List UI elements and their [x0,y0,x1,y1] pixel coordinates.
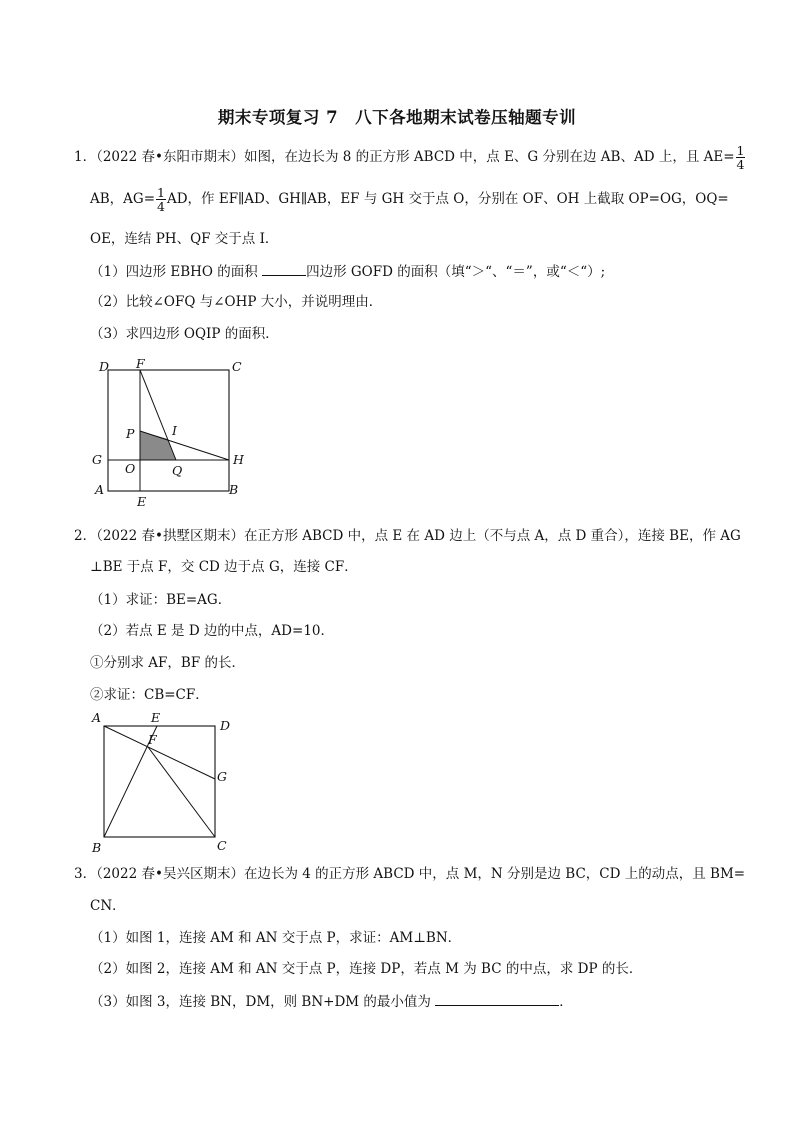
q1-line1 [74,143,745,172]
q1-label-e: E [137,494,147,509]
q2-label-f: F [148,732,157,747]
q1-label-i: I [172,423,177,438]
q2-line-cf [148,747,215,837]
q1-label-h: H [233,452,244,467]
q2-part2: （2）若点 E 是 D 边的中点，AD=10． [90,623,334,639]
q1-label-g: G [92,452,102,467]
q1-part2: （2）比较∠OFQ 与∠OHP 大小，并说明理由． [90,294,383,310]
q1-label-a: A [95,482,105,497]
q1-label-d: D [99,359,110,374]
q2-figure [84,710,244,858]
page-title: 期末专项复习 7 八下各地期末试卷压轴题专训 [217,108,577,127]
q3-part2: （2）如图 2，连接 AM 和 AN 交于点 P，连接 DP，若点 M 为 BC 的中点，求 DP 的长． [90,961,643,977]
q1-line2 [90,186,732,213]
q3-line2: CN． [90,898,126,914]
q1-label-p: P [126,426,135,441]
q1-label-c: C [232,359,242,374]
q2-part1: （1）求证：BE=AG． [90,592,232,608]
q3-part3 [90,991,732,1012]
q3-line1: 3．（2022 春•吴兴区期末）在边长为 4 的正方形 ABCD 中，点 M，N 分别是边 BC，CD 上的动点，且 BM= [74,866,746,882]
q1-part1-text-b: 四边形 GOFD 的面积（填“＞“、“＝”，或“＜“）; [306,264,606,280]
q1-label-f: F [136,356,145,371]
q1-line3: OE，连结 PH、QF 交于点 I． [90,231,279,247]
q2-part2b: ②求证：CB=CF． [90,687,209,703]
q1-line1-text: 1．（2022 春•东阳市期末）如图，在边长为 8 的正方形 ABCD 中，点 E、G 分别在边 AB、AD 上，且 AE= [74,149,735,165]
q2-label-a: A [92,710,102,725]
q1-part1-text: （1）四边形 EBHO 的面积 [90,264,263,280]
q2-line2: ⊥BE 于点 F，交 CD 边于点 G，连接 CF． [90,559,358,575]
q2-line1: 2．（2022 春•拱墅区期末）在正方形 ABCD 中，点 E 在 AD 边上（不与点 A，点 D 重合），连接 BE，作 AG [74,528,741,544]
q1-line2-post: AD，作 EF∥AD、GH∥AB，EF 与 GH 交于点 O，分别在 OF、OH 上截取 OP=OG，OQ= [166,191,729,207]
q2-label-e: E [151,710,161,725]
q2-line-ag [104,726,215,779]
q2-square [104,726,215,837]
q3-part3-end: ． [559,994,573,1010]
q1-label-q: Q [172,463,183,478]
q1-label-b: B [229,482,239,497]
q2-label-c: C [217,838,227,853]
q2-part2a: ①分别求 AF，BF 的长． [90,655,245,671]
q1-line2-pre: AB，AG= [90,191,156,207]
q3-answer-blank[interactable] [435,991,559,1006]
q2-label-g: G [217,769,227,784]
q2-label-d: D [220,718,231,733]
q1-part1 [90,261,732,282]
q3-part3-text: （3）如图 3，连接 BN，DM，则 BN+DM 的最小值为 [90,994,436,1010]
q1-label-o: O [125,461,136,476]
q1-fraction-1: $\frac{1}{4}$ [736,143,745,172]
q1-figure [86,354,256,514]
q3-part1: （1）如图 1，连接 AM 和 AN 交于点 P，求证：AM⊥BN． [90,930,462,946]
q1-fraction-2: $\frac{1}{4}$ [157,185,165,214]
q1-part3: （3）求四边形 OQIP 的面积． [90,326,279,342]
q1-answer-blank[interactable] [262,261,306,276]
q2-label-b: B [92,840,102,855]
